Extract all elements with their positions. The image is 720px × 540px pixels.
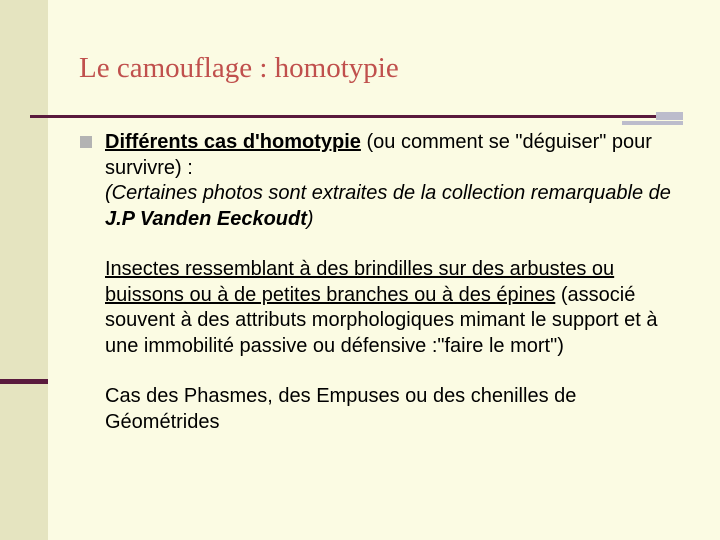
paragraph-twigs-underlined: Insectes ressemblant à des brindilles sur des arbustes ou buissons ou à de petites branches ou à des épines: [105, 258, 615, 306]
title-divider-accent: [656, 112, 683, 120]
note-author: J.P Vanden Eeckoudt: [105, 207, 307, 230]
note-start: (Certaines photos sont extraites de la collection remarquable de: [105, 182, 671, 204]
bullet-intro: [105, 130, 695, 181]
note-end: ): [306, 207, 314, 230]
paragraph-twigs: [105, 257, 695, 359]
left-decorative-band: [0, 0, 48, 540]
slide-title: Le camouflage : homotypie: [79, 52, 399, 84]
bullet-heading-rest: (ou comment se "déguiser" pour survivre) :: [105, 131, 652, 179]
title-divider: [30, 115, 656, 118]
paragraph-examples: Cas des Phasmes, des Empuses ou des chenilles de Géométrides: [105, 385, 577, 433]
photo-credit-note: [105, 181, 695, 232]
slide-body: [105, 130, 695, 435]
paragraph-twigs-rest: (associé souvent à des attributs morphologiques mimant le support et à une immobilité passive ou défensive :"faire le mort"): [105, 283, 658, 357]
left-accent-bar: [0, 379, 48, 384]
bullet-heading: Différents cas d'homotypie: [105, 131, 361, 153]
bullet-square-icon: [80, 136, 92, 148]
title-divider-accent-lower: [622, 121, 683, 125]
spacer: [105, 359, 695, 384]
spacer: [105, 232, 695, 257]
